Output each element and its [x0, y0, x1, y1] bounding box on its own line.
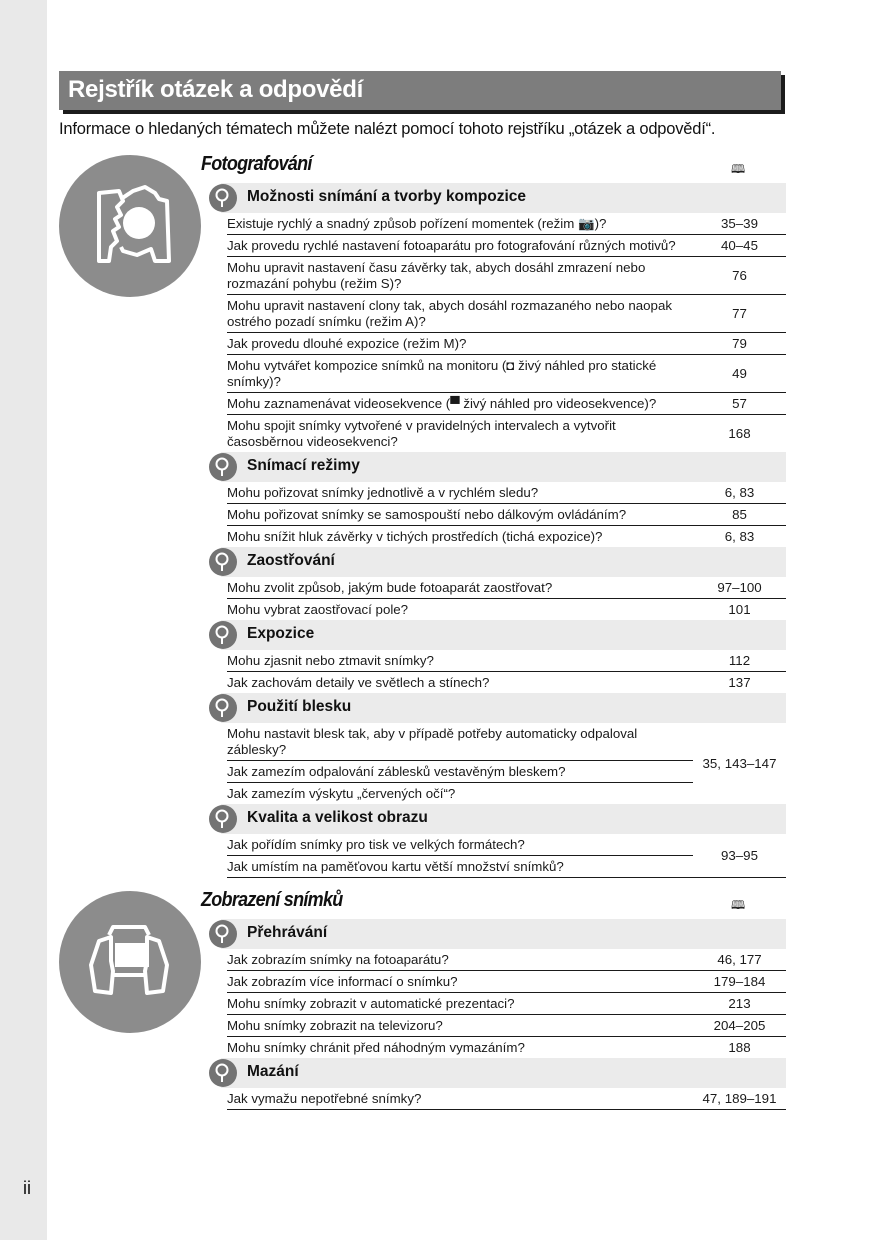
table-row: [227, 949, 786, 971]
page-ref: 6, 83: [724, 485, 755, 500]
page-title: Rejstřík otázek a odpovědí: [68, 76, 363, 103]
table-row: [227, 526, 786, 547]
question: Jak provedu rychlé nastavení fotoaparátu pro fotografování různých motivů?: [227, 238, 676, 253]
question: Mohu pořizovat snímky jednotlivě a v rychlém sledu?: [227, 485, 539, 500]
category-label: Možnosti snímání a tvorby kompozice: [247, 188, 527, 205]
page-ref: 6, 83: [724, 529, 755, 544]
question: Mohu upravit nastavení času závěrky tak, abych dosáhl zmrazení nebo rozmazání pohybu (režim S)?: [227, 260, 646, 291]
question: Jak zobrazím více informací o snímku?: [227, 974, 458, 989]
category-header: [221, 1058, 786, 1088]
table-row: [227, 504, 786, 526]
page-ref: 79: [732, 336, 747, 351]
table-row: [227, 971, 786, 993]
title-banner: [59, 71, 781, 110]
table-row: [227, 1088, 786, 1110]
table-row: [227, 599, 786, 620]
page-ref: 188: [728, 1040, 751, 1055]
table-row: [227, 295, 786, 333]
page-ref: 57: [732, 396, 747, 411]
category-label: Expozice: [247, 625, 315, 642]
magnifier-icon: [209, 548, 237, 576]
page-margin-strip: [0, 0, 47, 1240]
table-row: [227, 333, 786, 355]
page-ref: 93–95: [721, 848, 758, 863]
category-label: Kvalita a velikost obrazu: [247, 809, 428, 826]
qa-table-photography: [211, 183, 786, 878]
category-header: [221, 547, 786, 577]
question: Mohu zaznamenávat videosekvence (▀ živý náhled pro videosekvence)?: [227, 396, 657, 411]
question: Mohu vytvářet kompozice snímků na monitoru (◘ živý náhled pro statické snímky)?: [227, 358, 657, 389]
book-icon: 🕮: [731, 898, 746, 912]
table-row: [227, 257, 786, 295]
magnifier-icon: [209, 920, 237, 948]
question: Jak zobrazím snímky na fotoaparátu?: [227, 952, 449, 967]
category-label: Přehrávání: [247, 924, 328, 941]
page-ref: 204–205: [713, 1018, 766, 1033]
table-row: [227, 577, 786, 599]
category-header: [221, 620, 786, 650]
question: Mohu zjasnit nebo ztmavit snímky?: [227, 653, 434, 668]
question: Mohu snímky chránit před náhodným vymazáním?: [227, 1040, 525, 1055]
question: Mohu zvolit způsob, jakým bude fotoaparát zaostřovat?: [227, 580, 553, 595]
magnifier-icon: [209, 1059, 237, 1087]
table-row: [227, 355, 786, 393]
table-row: [227, 650, 786, 672]
question: Mohu snímky zobrazit na televizoru?: [227, 1018, 443, 1033]
table-row-group: [227, 834, 786, 878]
page-ref: 77: [732, 306, 747, 321]
question: Mohu snímky zobrazit v automatické prezentaci?: [227, 996, 515, 1011]
question: Jak zachovám detaily ve světlech a stínech?: [227, 675, 490, 690]
magnifier-icon: [209, 453, 237, 481]
category-header: [221, 183, 786, 213]
category-header: [221, 919, 786, 949]
page-ref: 76: [732, 268, 747, 283]
question: Jak zamezím odpalování záblesků vestavěným bleskem?: [227, 761, 693, 783]
book-icon: 🕮: [731, 162, 746, 176]
camera-hands-icon: [59, 155, 201, 297]
category-header: [221, 804, 786, 834]
page-ref: 46, 177: [717, 952, 762, 967]
question: Mohu snížit hluk závěrky v tichých prostředích (tichá expozice)?: [227, 529, 603, 544]
page-ref: 35, 143–147: [702, 756, 777, 771]
page-ref: 137: [728, 675, 751, 690]
page-ref: 85: [732, 507, 747, 522]
page-ref: 112: [728, 653, 751, 668]
question: Jak umístím na paměťovou kartu větší množství snímků?: [227, 859, 564, 874]
question: Mohu spojit snímky vytvořené v pravidelných intervalech a vytvořit časosběrnou videosekvenci?: [227, 418, 616, 449]
question: Jak zamezím výskytu „červených očí“?: [227, 786, 456, 801]
table-row: [227, 415, 786, 452]
question: Mohu upravit nastavení clony tak, abych dosáhl rozmazaného nebo naopak ostrého pozadí snímku (režim A)?: [227, 298, 672, 329]
category-label: Zaostřování: [247, 552, 335, 569]
page-ref: 97–100: [717, 580, 762, 595]
magnifier-icon: [209, 805, 237, 833]
magnifier-icon: [209, 694, 237, 722]
question: Jak vymažu nepotřebné snímky?: [227, 1091, 422, 1106]
question: Jak provedu dlouhé expozice (režim M)?: [227, 336, 467, 351]
page-ref: 179–184: [713, 974, 766, 989]
category-header: [221, 693, 786, 723]
question: Mohu nastavit blesk tak, aby v případě potřeby automaticky odpaloval záblesky?: [227, 723, 693, 761]
page-ref: 213: [728, 996, 751, 1011]
page-ref: 168: [728, 426, 751, 441]
magnifier-icon: [209, 621, 237, 649]
page-ref: 101: [728, 602, 751, 617]
category-label: Snímací režimy: [247, 457, 360, 474]
section-title-photography: Fotografování: [201, 153, 312, 175]
question: Mohu vybrat zaostřovací pole?: [227, 602, 409, 617]
table-row: [227, 213, 786, 235]
table-row: [227, 993, 786, 1015]
question: Existuje rychlý a snadný způsob pořízení momentek (režim 📷)?: [227, 216, 607, 231]
question: Mohu pořizovat snímky se samospouští nebo dálkovým ovládáním?: [227, 507, 627, 522]
table-row: [227, 482, 786, 504]
page-ref: 35–39: [721, 216, 758, 231]
qa-table-playback: [211, 919, 786, 1110]
category-header: [221, 452, 786, 482]
table-row: [227, 393, 786, 415]
camera-monitor-hands-icon: [59, 891, 201, 1033]
page-ref: 40–45: [721, 238, 758, 253]
page-ref: 49: [732, 366, 747, 381]
category-label: Mazání: [247, 1063, 299, 1080]
category-label: Použití blesku: [247, 698, 352, 715]
table-row: [227, 1015, 786, 1037]
table-row: [227, 235, 786, 257]
intro-text: Informace o hledaných tématech můžete nalézt pomocí tohoto rejstříku „otázek a odpovědí“.: [59, 120, 716, 138]
section-title-playback: Zobrazení snímků: [201, 889, 343, 911]
table-row: [227, 1037, 786, 1058]
table-row: [227, 672, 786, 693]
page-ref: 47, 189–191: [702, 1091, 777, 1106]
question: Jak pořídím snímky pro tisk ve velkých formátech?: [227, 834, 693, 856]
page-number: ii: [23, 1178, 31, 1198]
table-row-group: [227, 723, 786, 804]
magnifier-icon: [209, 184, 237, 212]
